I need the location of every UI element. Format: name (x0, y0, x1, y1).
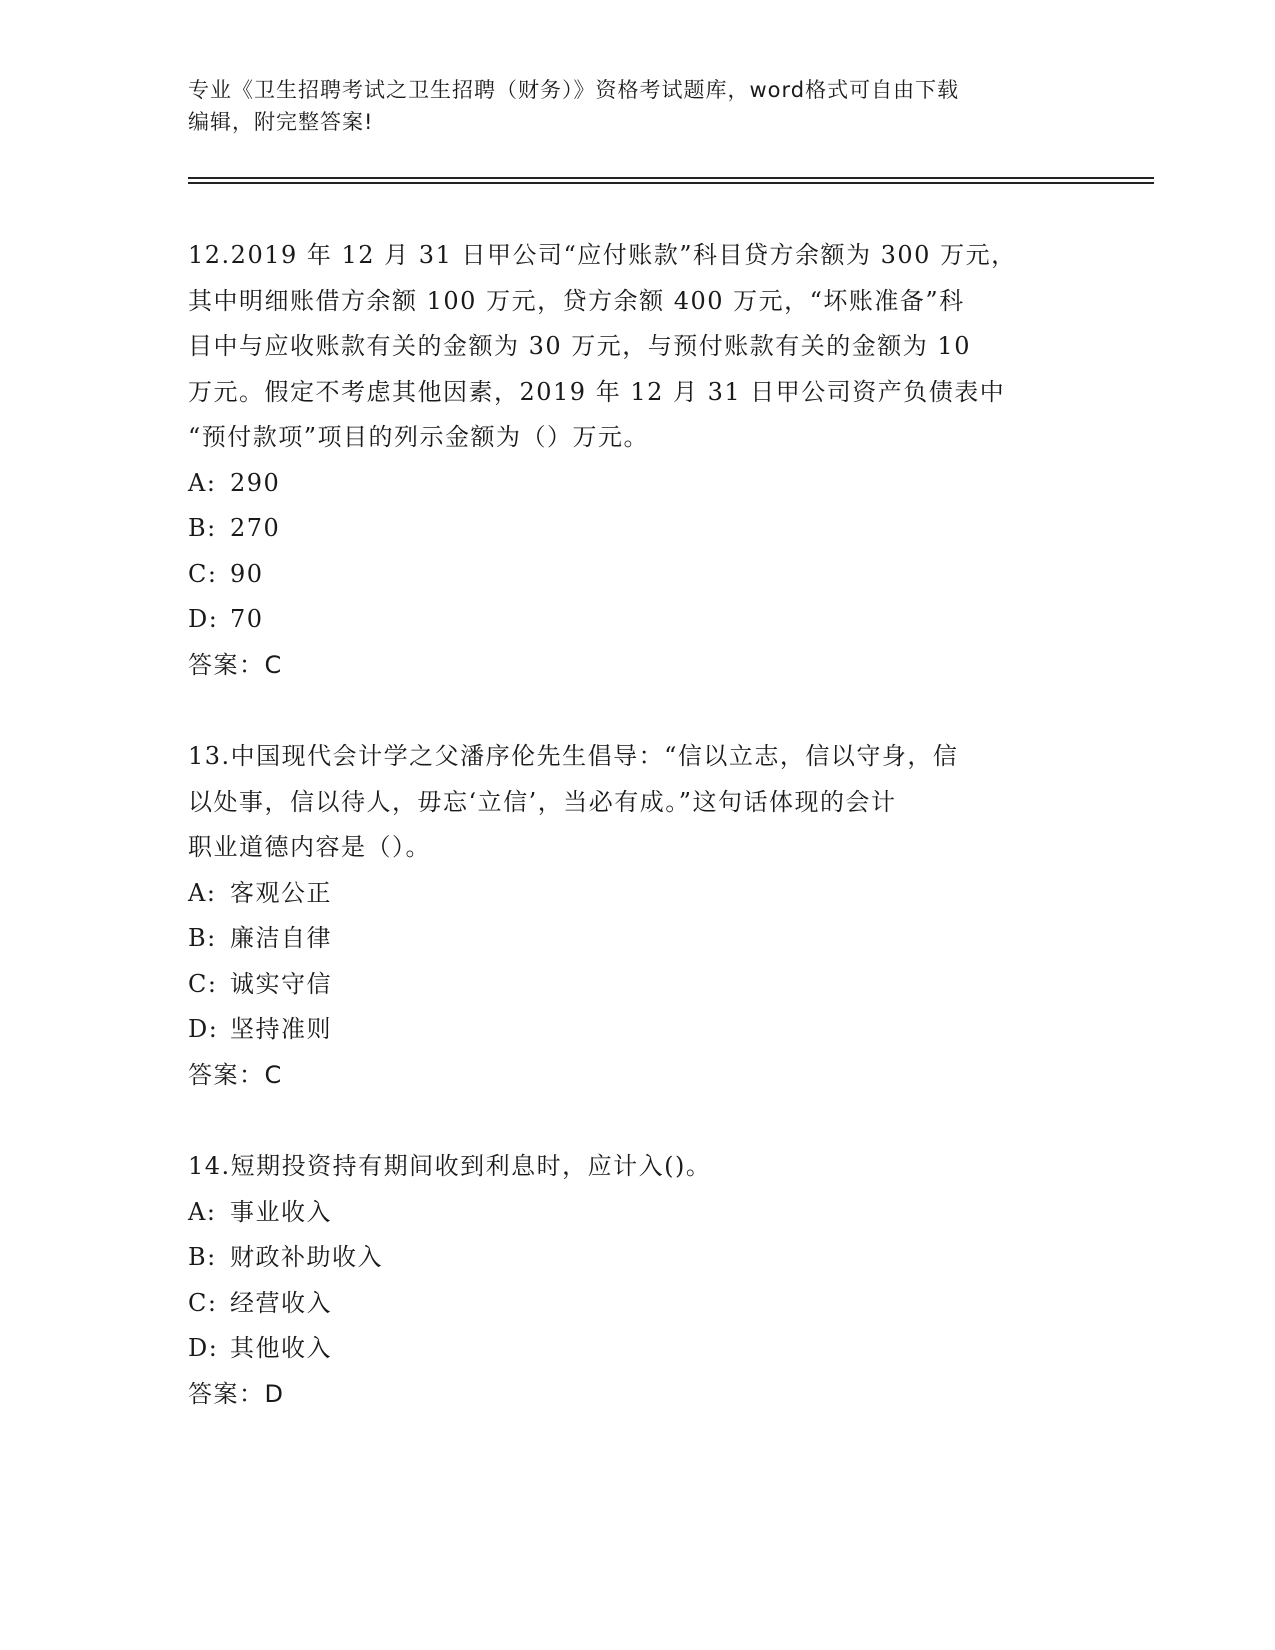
option-text: 廉洁自律 (230, 924, 332, 952)
option-c (188, 962, 1078, 1008)
stem-line: 目中与应收账款有关的金额为 30 万元，与预付账款有关的金额为 10 (188, 332, 971, 360)
option-d (188, 1326, 1078, 1372)
question-stem (188, 734, 1078, 871)
option-letter: A: (188, 468, 217, 497)
option-text: 经营收入 (230, 1288, 332, 1317)
option-letter: D: (188, 1015, 219, 1043)
option-letter: A: (188, 878, 217, 907)
option-letter: D: (188, 605, 219, 633)
stem-line: 职业道德内容是（）。 (188, 833, 431, 861)
option-letter: B: (188, 1243, 217, 1271)
option-b (188, 506, 1078, 552)
option-text: 其他收入 (230, 1334, 332, 1362)
stem-line: 万元。假定不考虑其他因素，2019 年 12 月 31 日甲公司资产负债表中 (188, 377, 1006, 406)
stem-line: 12.2019 年 12 月 31 日甲公司“应付账款”科目贷方余额为 300 万元， (188, 241, 1017, 269)
option-letter: C: (188, 1288, 218, 1317)
option-d (188, 597, 1078, 643)
option-text: 诚实守信 (230, 969, 332, 998)
option-letter: A: (188, 1197, 217, 1226)
header-line-2: 编辑，附完整答案! (188, 110, 374, 134)
stem-line: 13.中国现代会计学之父潘序伦先生倡导：“信以立志，信以守身，信 (188, 742, 959, 770)
question-12 (188, 233, 1078, 688)
answer-line: 答案：C (188, 650, 283, 679)
option-a (188, 461, 1078, 507)
option-letter: C: (188, 969, 218, 998)
option-c (188, 1281, 1078, 1327)
option-text: 270 (230, 514, 281, 542)
question-stem (188, 233, 1078, 461)
stem-line: 以处事，信以待人，毋忘‘立信’，当必有成。”这句话体现的会计 (188, 787, 897, 816)
option-text: 客观公正 (230, 878, 332, 907)
option-text: 90 (230, 559, 264, 588)
option-list (188, 1190, 1078, 1372)
header-divider-top (188, 177, 1154, 179)
option-letter: B: (188, 514, 217, 542)
question-13 (188, 734, 1078, 1098)
document-header (188, 74, 1088, 138)
option-text: 财政补助收入 (230, 1243, 383, 1271)
option-text: 坚持准则 (230, 1015, 332, 1043)
question-14 (188, 1144, 1078, 1417)
option-a (188, 1190, 1078, 1236)
option-letter: D: (188, 1334, 219, 1362)
option-letter: C: (188, 559, 218, 588)
stem-line: 14.短期投资持有期间收到利息时，应计入()。 (188, 1152, 712, 1180)
option-list (188, 461, 1078, 643)
option-d (188, 1007, 1078, 1053)
option-c (188, 552, 1078, 598)
answer-line: 答案：C (188, 1060, 283, 1089)
option-b (188, 916, 1078, 962)
option-text: 事业收入 (230, 1197, 332, 1226)
header-divider-bottom (188, 182, 1154, 184)
option-letter: B: (188, 924, 217, 952)
header-line-1: 专业《卫生招聘考试之卫生招聘（财务）》资格考试题库，word格式可自由下载 (188, 78, 960, 102)
stem-line: “预付款项”项目的列示金额为（）万元。 (188, 423, 650, 451)
option-list (188, 871, 1078, 1053)
option-text: 70 (230, 605, 264, 633)
question-stem (188, 1144, 1078, 1190)
option-a (188, 871, 1078, 917)
stem-line: 其中明细账借方余额 100 万元，贷方余额 400 万元，“坏账准备”科 (188, 286, 965, 315)
option-b (188, 1235, 1078, 1281)
option-text: 290 (230, 468, 281, 497)
answer-line: 答案：D (188, 1379, 285, 1408)
